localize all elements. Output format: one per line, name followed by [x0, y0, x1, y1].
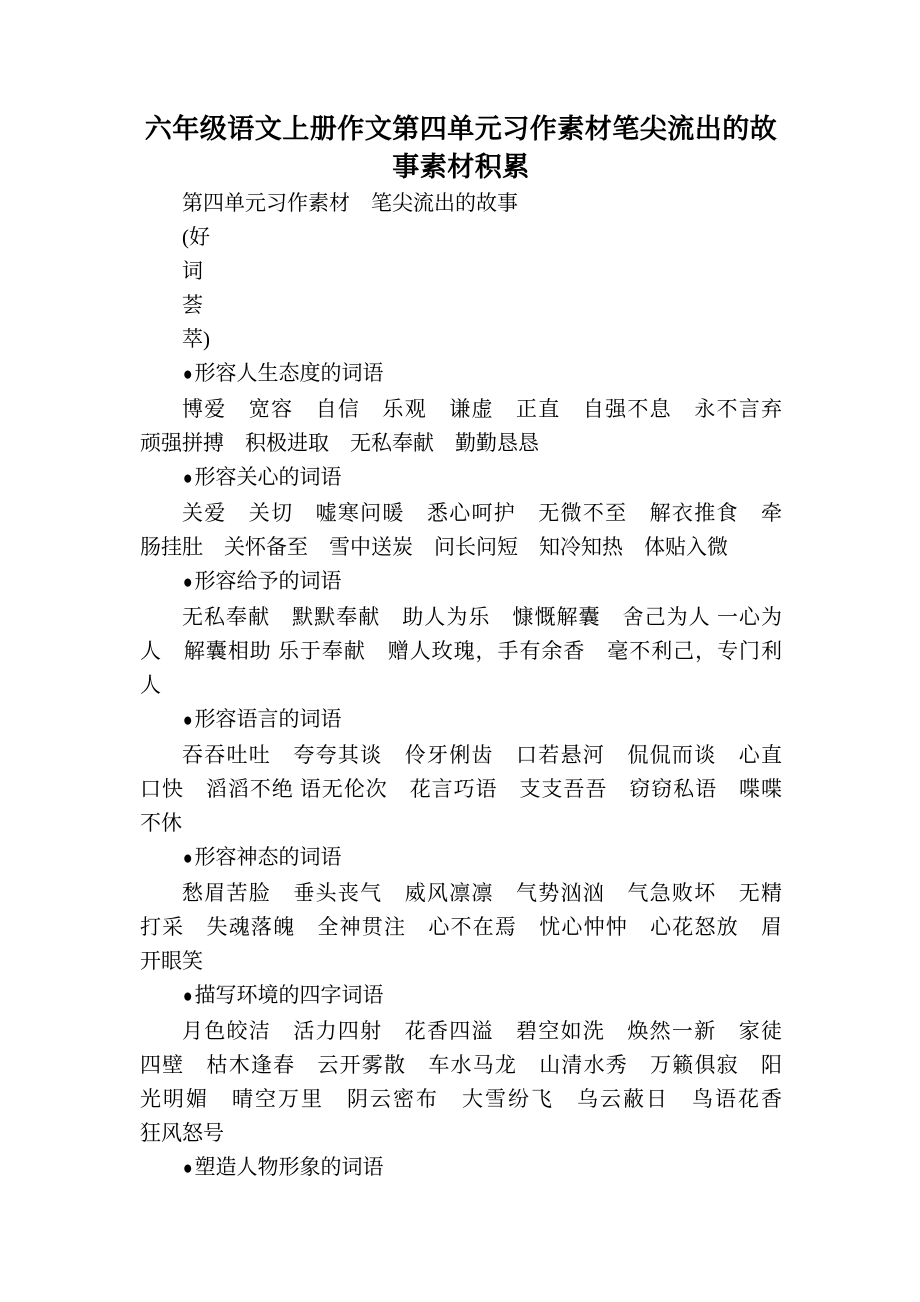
title-line-2: 事素材积累 — [392, 152, 530, 182]
section-heading-label: 塑造人物形象的词语 — [194, 1155, 384, 1179]
word-list-line: 四壁 枯木逢春 云开雾散 车水马龙 山清水秀 万籁俱寂 阳 — [140, 1053, 782, 1077]
section-heading — [140, 1150, 782, 1186]
section-heading-label: 形容语言的词语 — [194, 707, 342, 731]
word-list-line: 狂风怒号 — [140, 1121, 224, 1145]
word-list-line: 吞吞吐吐 夸夸其谈 伶牙俐齿 口若悬河 侃侃而谈 心直 — [182, 743, 782, 767]
section-heading — [140, 564, 782, 600]
section-heading — [140, 840, 782, 876]
word-list-line: 不休 — [140, 811, 182, 835]
bullet-icon: ● — [182, 572, 193, 593]
word-list-line: 光明媚 晴空万里 阴云密布 大雪纷飞 乌云蔽日 鸟语花香 — [140, 1087, 782, 1111]
bullet-icon: ● — [182, 364, 193, 385]
word-list-line: 月色皎洁 活力四射 花香四溢 碧空如洗 焕然一新 家徒 — [182, 1019, 782, 1043]
word-list-line: 开眼笑 — [140, 949, 203, 973]
intro-char-line: 萃) — [182, 327, 210, 351]
word-list-line: 肠挂肚 关怀备至 雪中送炭 问长问短 知冷知热 体贴入微 — [140, 535, 728, 559]
bullet-icon: ● — [182, 1158, 193, 1179]
bullet-icon: ● — [182, 710, 193, 731]
section-heading-label: 描写环境的四字词语 — [194, 983, 384, 1007]
intro-char-line: 词 — [182, 259, 203, 283]
word-list-line: 博爱 宽容 自信 乐观 谦虚 正直 自强不息 永不言弃 — [182, 397, 782, 421]
subtitle-line: 第四单元习作素材 笔尖流出的故事 — [182, 191, 518, 215]
intro-char-line: (好 — [182, 225, 210, 249]
section-heading-label: 形容给予的词语 — [194, 569, 342, 593]
bullet-icon: ● — [182, 468, 193, 489]
bullet-icon: ● — [182, 986, 193, 1007]
word-list-line: 口快 滔滔不绝 语无伦次 花言巧语 支支吾吾 窃窃私语 喋喋 — [140, 777, 782, 801]
word-list-line: 人 — [140, 673, 161, 697]
word-list-line: 关爱 关切 嘘寒问暖 悉心呵护 无微不至 解衣推食 牵 — [182, 501, 782, 525]
word-list-line: 打采 失魂落魄 全神贯注 心不在焉 忧心忡忡 心花怒放 眉 — [140, 915, 782, 939]
word-list-line: 人 解囊相助 乐于奉献 赠人玫瑰，手有余香 毫不利己，专门利 — [140, 639, 782, 663]
section-heading — [140, 460, 782, 496]
document-title — [140, 0, 782, 186]
section-heading-label: 形容关心的词语 — [194, 465, 342, 489]
bullet-icon: ● — [182, 848, 193, 869]
word-list-line: 无私奉献 默默奉献 助人为乐 慷慨解囊 舍己为人 一心为 — [182, 605, 782, 629]
word-list-line: 顽强拼搏 积极进取 无私奉献 勤勤恳恳 — [140, 431, 539, 455]
intro-char-line: 荟 — [182, 293, 203, 317]
section-heading-label: 形容人生态度的词语 — [194, 361, 384, 385]
section-heading — [140, 702, 782, 738]
title-line-1: 六年级语文上册作文第四单元习作素材笔尖流出的故 — [144, 114, 778, 144]
document-body — [140, 186, 782, 1186]
section-heading — [140, 978, 782, 1014]
section-heading-label: 形容神态的词语 — [194, 845, 342, 869]
word-list-line: 愁眉苦脸 垂头丧气 威风凛凛 气势汹汹 气急败坏 无精 — [182, 881, 782, 905]
section-heading — [140, 356, 782, 392]
